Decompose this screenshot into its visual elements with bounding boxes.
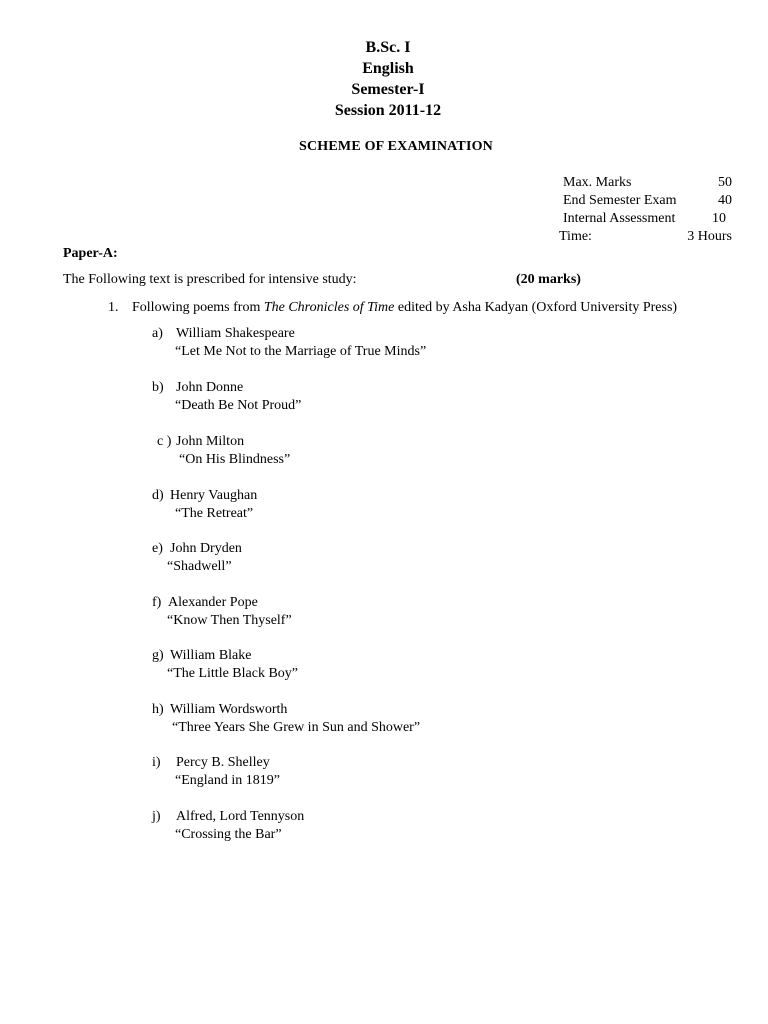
poem-label: a) [152,326,163,341]
poem-title: “Let Me Not to the Marriage of True Minds” [175,344,427,359]
poem-title: “Three Years She Grew in Sun and Shower” [172,720,421,735]
poem-title: “The Retreat” [175,506,254,521]
poem-author: Alfred, Lord Tennyson [176,809,305,824]
semester-title: Semester-I [351,81,425,98]
poem-item [152,808,304,844]
poem-title: “England in 1819” [175,773,280,788]
poem-label: c ) [157,434,172,449]
list-number: 1. [108,300,119,315]
poem-author: Henry Vaughan [170,488,258,503]
poem-label: e) [152,541,163,556]
poem-label: g) [152,648,164,663]
marks-value: 50 [718,175,732,190]
poem-author: Alexander Pope [168,595,258,610]
marks-row [558,228,736,246]
poem-title: “On His Blindness” [179,452,291,467]
poem-item [152,540,242,576]
item-prefix: Following poems from [132,300,264,315]
poem-author: William Wordsworth [170,702,288,717]
marks-row [558,192,736,210]
poem-item [152,647,298,683]
poem-item [152,594,292,630]
poem-label: j) [152,809,161,824]
poem-title: “Death Be Not Proud” [175,398,302,413]
book-title: The Chronicles of Time [263,300,395,315]
poem-item [152,754,280,790]
poem-author: William Blake [170,648,252,663]
poem-author: John Milton [176,434,245,449]
poem-author: Percy B. Shelley [176,755,270,770]
poem-author: William Shakespeare [176,326,295,341]
course-header [0,37,768,121]
poem-item [152,487,257,523]
poem-label: f) [152,595,162,610]
marks-value: 40 [718,193,732,208]
prescribed-line [63,272,623,292]
paper-label: Paper-A: [63,246,118,261]
marks-row [558,210,736,228]
course-title: B.Sc. I [365,39,411,56]
prescribed-text: The Following text is prescribed for intensive study: [63,272,357,287]
marks-label: Internal Assessment [563,211,676,226]
item-suffix: edited by Asha Kadyan (Oxford University Press) [394,300,678,315]
poem-label: d) [152,488,164,503]
poem-title: “Shadwell” [167,559,232,574]
poem-title: “Crossing the Bar” [175,827,282,842]
poem-label: h) [152,702,164,717]
poem-author: John Donne [176,380,244,395]
subject-title: English [362,60,414,77]
poem-title: “The Little Black Boy” [167,666,299,681]
poem-item [152,325,426,361]
marks-value: 3 Hours [687,229,732,244]
poem-label: i) [152,755,161,770]
marks-row [558,174,736,192]
poem-item [152,379,301,415]
poem-item [152,701,420,737]
list-item-1 [108,300,677,316]
poem-author: John Dryden [170,541,242,556]
poem-item [157,433,290,469]
scheme-heading: SCHEME OF EXAMINATION [299,139,493,154]
marks-label: End Semester Exam [563,193,677,208]
marks-label: Max. Marks [563,175,632,190]
poem-title: “Know Then Thyself” [167,613,292,628]
marks-label: Time: [559,229,592,244]
prescribed-marks: (20 marks) [516,272,581,287]
poem-label: b) [152,380,164,395]
session-title: Session 2011-12 [334,102,442,119]
marks-table [558,174,736,246]
marks-value: 10 [712,211,726,226]
